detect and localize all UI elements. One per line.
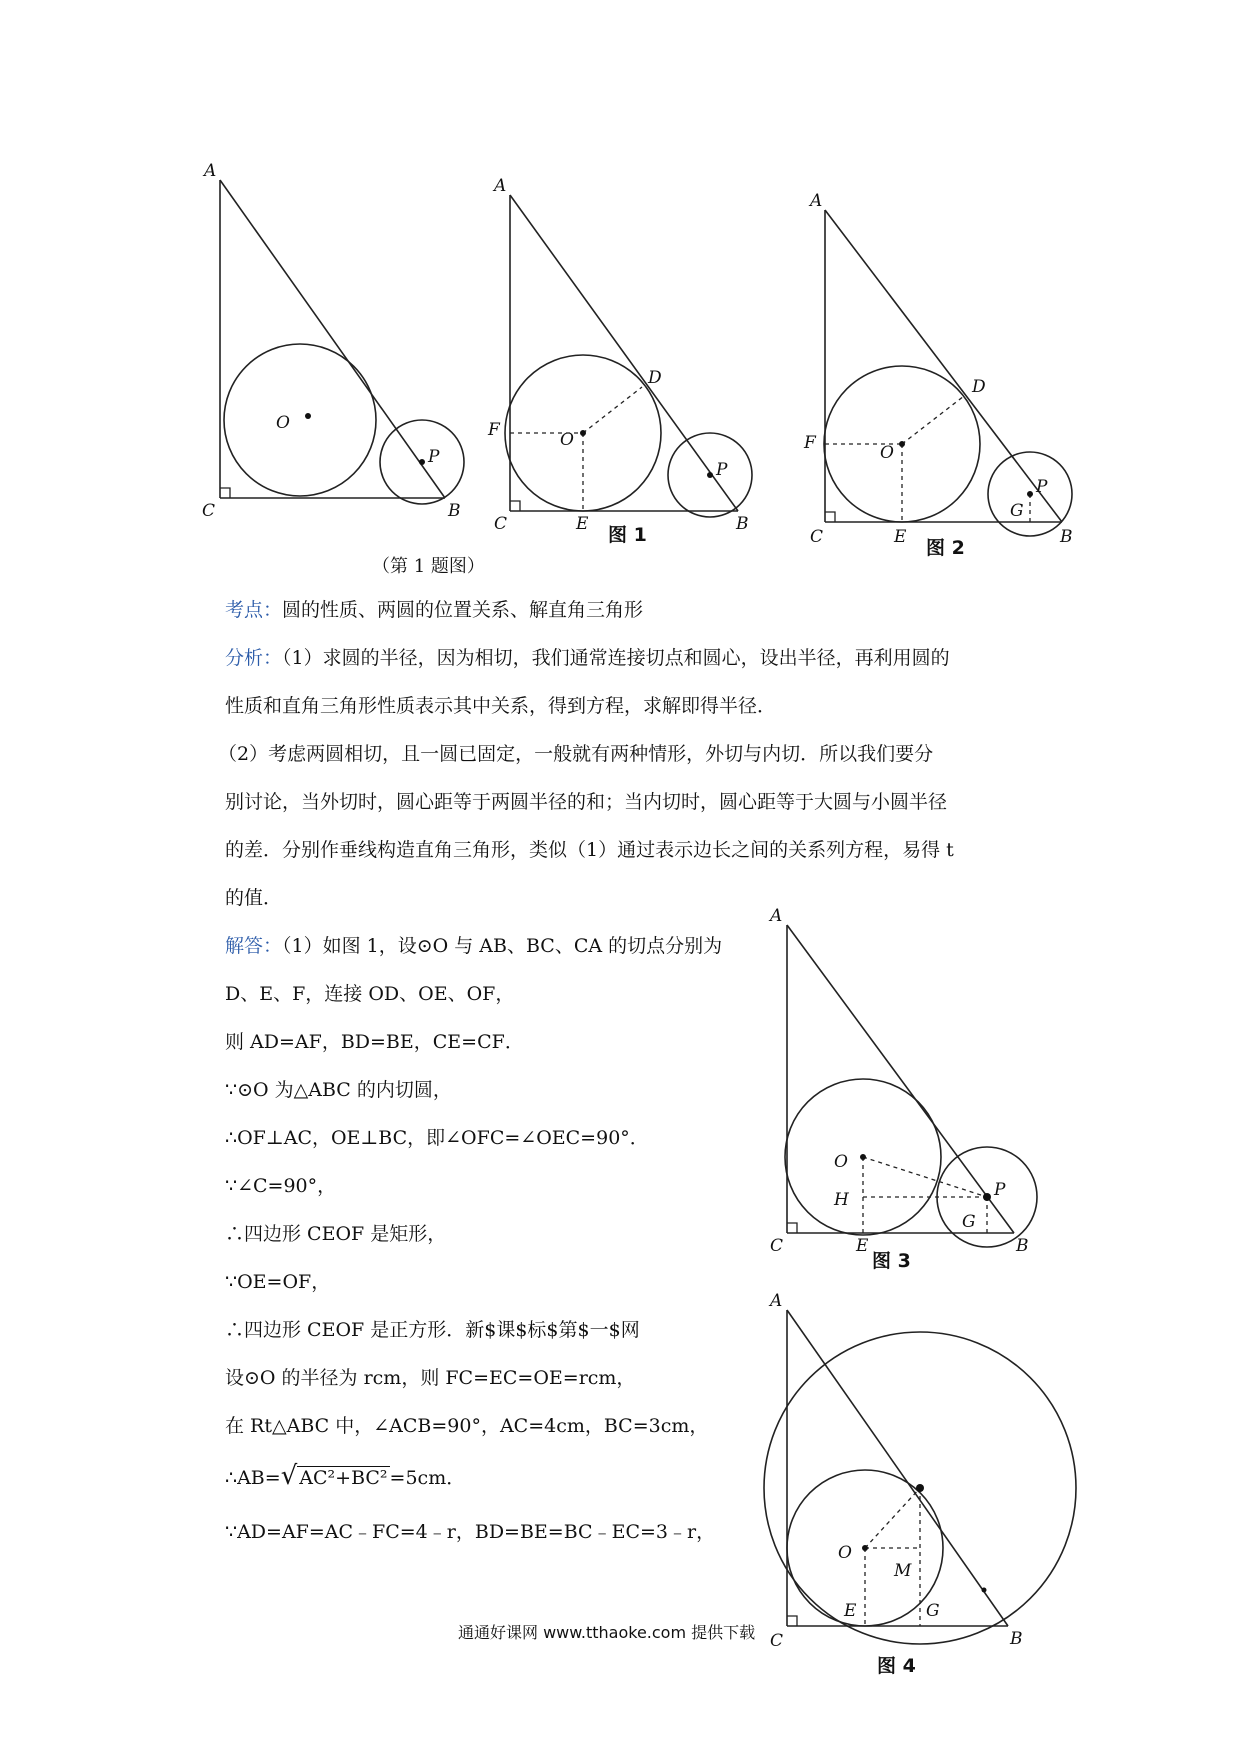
figure-1 (480, 175, 750, 546)
kaodian-label: 考点： (225, 599, 283, 621)
jieda-line-8: ∵OE=OF， (225, 1271, 331, 1293)
fig1-caption: 图 1 (608, 524, 647, 546)
fig1-label-O: O (560, 430, 574, 450)
fig1-label-D: D (648, 368, 662, 388)
fig4-label-E: E (844, 1601, 857, 1621)
fig1-label-P: P (716, 460, 728, 480)
fig3-caption: 图 3 (872, 1250, 911, 1272)
jieda-line-3: 则 AD=AF，BD=BE，CE=CF． (225, 1031, 524, 1053)
ab-formula-radicand: AC²+BC² (299, 1467, 388, 1489)
fenxi-text-1: （1）求圆的半径，因为相切，我们通常连接切点和圆心，设出半径，再利用圆的 (282, 647, 950, 669)
jieda-line-7: ∴四边形 CEOF 是矩形， (225, 1223, 447, 1245)
fig2-label-P: P (1036, 477, 1048, 497)
jieda-line-9: ∴四边形 CEOF 是正方形．新$课$标$第$一$网 (225, 1319, 640, 1341)
fig3-label-G: G (962, 1212, 976, 1232)
fenxi-line-6: 的值． (225, 887, 283, 909)
fig3-label-B: B (1016, 1236, 1029, 1256)
jieda-line-5: ∴OF⊥AC，OE⊥BC，即∠OFC=∠OEC=90°． (225, 1127, 649, 1149)
fenxi-line-5: 的差．分别作垂线构造直角三角形，类似（1）通过表示边长之间的关系列方程，易得 t (225, 839, 954, 861)
jieda-line-11: 在 Rt△ABC 中，∠ACB=90°，AC=4cm，BC=3cm， (225, 1415, 709, 1437)
fig2-caption: 图 2 (926, 537, 965, 559)
fig1-label-C: C (494, 514, 508, 534)
fig3-label-P: P (994, 1180, 1006, 1200)
fig2-label-F: F (804, 433, 816, 453)
fig1-label-E: E (576, 514, 589, 534)
fenxi-line-3: （2）考虑两圆相切，且一圆已固定，一般就有两种情形，外切与内切．所以我们要分 (218, 743, 934, 765)
fig4-caption: 图 4 (877, 1655, 916, 1677)
jieda-label: 解答： (225, 935, 283, 957)
fenxi-line-4: 别讨论，当外切时，圆心距等于两圆半径的和；当内切时，圆心距等于大圆与小圆半径 (225, 791, 948, 813)
label-C: C (202, 501, 216, 521)
jieda-line-4: ∵⊙O 为△ABC 的内切圆， (225, 1079, 452, 1101)
problem-figure (190, 160, 461, 521)
label-A: A (204, 161, 217, 181)
fig4-label-C: C (770, 1631, 784, 1651)
fig4-label-A: A (770, 1291, 783, 1311)
fig2-label-D: D (972, 377, 986, 397)
fig1-label-A: A (494, 176, 507, 196)
fenxi-line-1 (225, 646, 950, 670)
fenxi-line-2: 性质和直角三角形性质表示其中关系，得到方程，求解即得半径． (225, 695, 777, 717)
figure-3 (762, 905, 1062, 1285)
problem-caption: （第 1 题图） (372, 556, 485, 577)
ab-formula-prefix: ∴AB= (225, 1467, 281, 1489)
fig3-label-A: A (770, 906, 783, 926)
jieda-line-10: 设⊙O 的半径为 rcm，则 FC=EC=OE=rcm， (225, 1367, 636, 1389)
jieda-line-2: D、E、F，连接 OD、OE、OF， (225, 983, 515, 1005)
fenxi-label: 分析： (225, 647, 283, 669)
figure-4 (762, 1290, 1082, 1700)
fig2-label-A: A (810, 191, 823, 211)
label-P: P (428, 447, 440, 467)
fig4-label-M: M (894, 1561, 912, 1581)
fig3-label-E: E (856, 1236, 869, 1256)
fig2-label-E: E (894, 527, 907, 547)
footer-source: 通通好课网 www.tthaoke.com 提供下载 (458, 1623, 756, 1642)
fig2-label-G: G (1010, 501, 1024, 521)
fig1-label-F: F (488, 420, 500, 440)
jieda-text-1: （1）如图 1，设⊙O 与 AB、BC、CA 的切点分别为 (282, 935, 723, 957)
fig2-label-C: C (810, 527, 824, 547)
jieda-line-12 (225, 1461, 466, 1491)
fig4-label-B: B (1010, 1629, 1023, 1649)
kaodian-line (225, 598, 643, 622)
ab-formula-suffix: =5cm． (389, 1467, 466, 1489)
fig3-label-O: O (834, 1152, 848, 1172)
fig4-label-G: G (926, 1601, 940, 1621)
fig3-label-H: H (834, 1190, 849, 1210)
fig3-label-C: C (770, 1236, 784, 1256)
fig2-label-B: B (1060, 527, 1073, 547)
jieda-line-6: ∵∠C=90°， (225, 1175, 337, 1197)
fig4-label-O: O (838, 1543, 852, 1563)
jieda-line-1 (225, 934, 722, 958)
label-O: O (276, 413, 290, 433)
fig2-label-O: O (880, 443, 894, 463)
figure-2 (800, 190, 1080, 560)
sqrt-sign: √ (280, 1461, 298, 1491)
label-B: B (448, 501, 461, 521)
fig1-label-B: B (736, 514, 749, 534)
jieda-line-13: ∵AD=AF=AC﹣FC=4﹣r，BD=BE=BC﹣EC=3﹣r， (225, 1521, 716, 1543)
kaodian-text: 圆的性质、两圆的位置关系、解直角三角形 (282, 599, 644, 621)
